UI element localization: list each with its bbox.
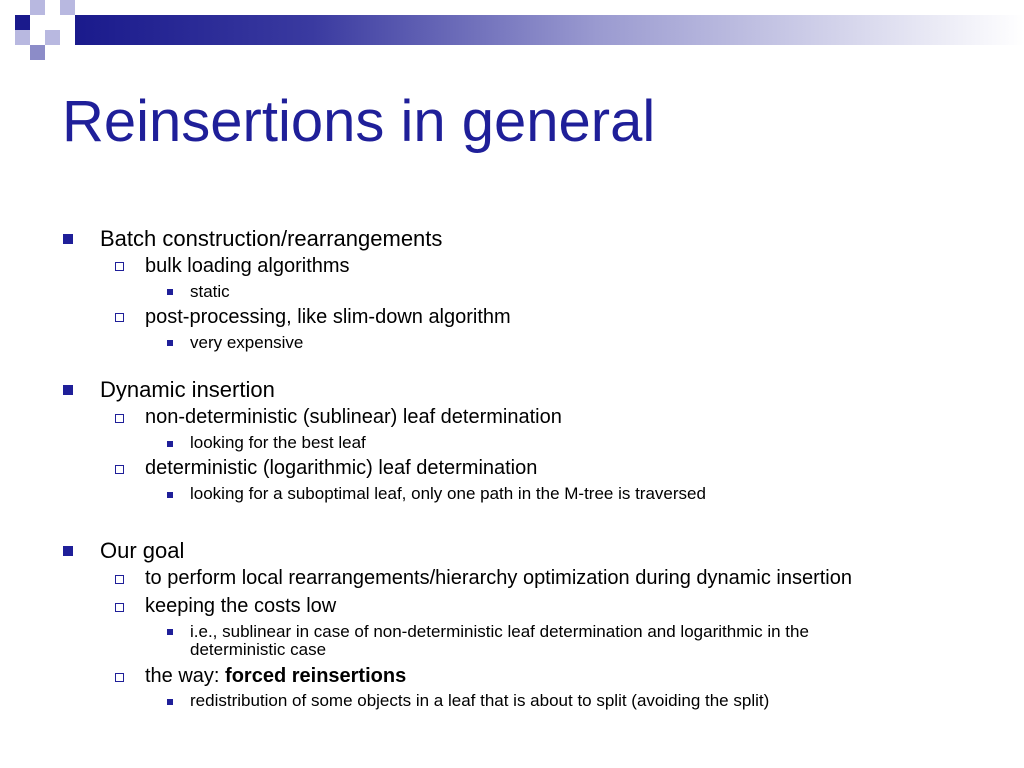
slide-title: Reinsertions in general: [62, 89, 656, 154]
level3-text: i.e., sublinear in case of non-deterministic leaf determination and logarithmic in the: [190, 622, 809, 641]
level1-text: Batch construction/rearrangements: [100, 226, 443, 251]
bullet-small-square-icon: [167, 340, 173, 346]
level2-text: [145, 665, 406, 688]
level2-text-prefix: the way:: [145, 665, 226, 687]
bullet-small-square-icon: [167, 699, 173, 705]
bullet-small-square-icon: [167, 492, 173, 498]
bullet-hollow-square-icon: [115, 262, 124, 271]
bullet-hollow-square-icon: [115, 575, 124, 584]
level2-text: to perform local rearrangements/hierarchy optimization during dynamic insertion: [145, 567, 852, 589]
bullet-square-icon: [63, 234, 73, 244]
bullet-hollow-square-icon: [115, 673, 124, 682]
level2-text: post-processing, like slim-down algorithm: [145, 306, 511, 328]
bullet-hollow-square-icon: [115, 603, 124, 612]
bullet-small-square-icon: [167, 629, 173, 635]
level1-text: Our goal: [100, 538, 185, 563]
level2-text: non-deterministic (sublinear) leaf determination: [145, 406, 562, 428]
level3-text: redistribution of some objects in a leaf that is about to split (avoiding the split): [190, 691, 770, 710]
level2-text: deterministic (logarithmic) leaf determination: [145, 457, 538, 479]
level2-text: bulk loading algorithms: [145, 255, 350, 277]
level2-text: keeping the costs low: [145, 595, 337, 617]
bullet-hollow-square-icon: [115, 414, 124, 423]
bullet-small-square-icon: [167, 289, 173, 295]
bullet-hollow-square-icon: [115, 465, 124, 474]
bullet-square-icon: [63, 546, 73, 556]
bullet-square-icon: [63, 385, 73, 395]
bullet-hollow-square-icon: [115, 313, 124, 322]
level3-text: very expensive: [190, 333, 304, 352]
level1-text: Dynamic insertion: [100, 377, 275, 402]
level2-text-emphasis: forced reinsertions: [225, 665, 407, 687]
bullet-small-square-icon: [167, 441, 173, 447]
level3-text: static: [190, 282, 230, 301]
level3-text-continuation: deterministic case: [190, 640, 327, 659]
level3-text: looking for a suboptimal leaf, only one path in the M-tree is traversed: [190, 484, 706, 503]
level3-text: looking for the best leaf: [190, 433, 366, 452]
